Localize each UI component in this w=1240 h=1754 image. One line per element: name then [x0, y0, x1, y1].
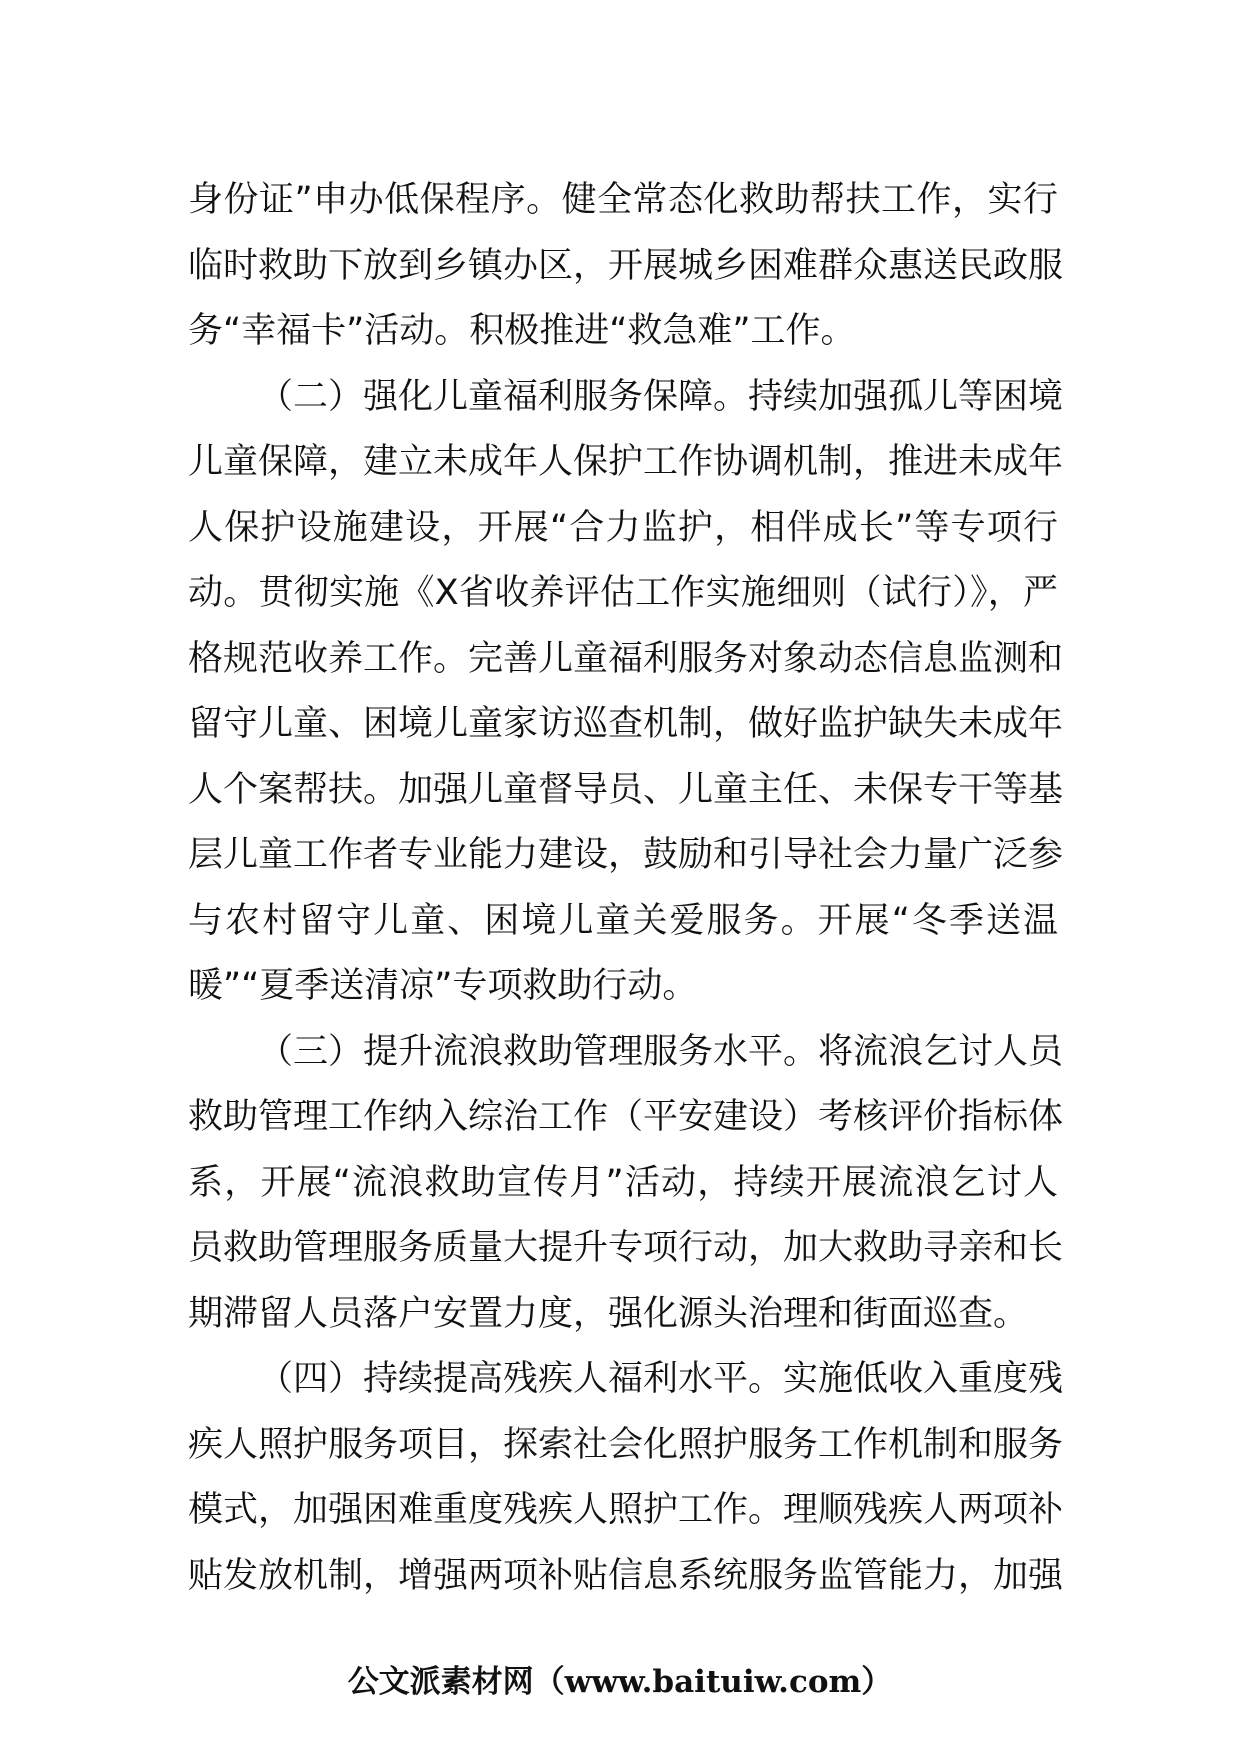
paragraph-disability-welfare	[188, 1347, 1064, 1609]
document-body	[188, 168, 1064, 1609]
text-line: 人个案帮扶。加强儿童督导员、儿童主任、未保专干等基	[188, 769, 1064, 810]
text-line: 身份证”申办低保程序。健全常态化救助帮扶工作，实行	[188, 180, 1058, 220]
text-line: 疾人照护服务项目，探索社会化照护服务工作机制和服务	[188, 1424, 1064, 1465]
text-line: 期滞留人员落户安置力度，强化源头治理和街面巡查。	[188, 1293, 1029, 1334]
text-line: 层儿童工作者专业能力建设，鼓励和引导社会力量广泛参	[188, 835, 1064, 875]
paragraph-vagrant-relief	[188, 1020, 1064, 1348]
text-line: 救助管理工作纳入综治工作（平安建设）考核评价指标体	[188, 1097, 1064, 1137]
text-line: 模式，加强困难重度残疾人照护工作。理顺残疾人两项补	[188, 1490, 1064, 1530]
text-line: 与农村留守儿童、困境儿童关爱服务。开展“冬季送温	[188, 900, 1058, 941]
text-line: 务“幸福卡”活动。积极推进“救急难”工作。	[188, 311, 856, 351]
page-footer-watermark: 公文派素材网（www.baituiw.com）	[347, 1664, 893, 1700]
text-line: 儿童保障，建立未成年人保护工作协调机制，推进未成年	[188, 442, 1064, 482]
text-line: （四）持续提高残疾人福利水平。实施低收入重度残	[258, 1359, 1064, 1399]
paragraph-continuation	[188, 168, 1064, 365]
text-line: （二）强化儿童福利服务保障。持续加强孤儿等困境	[258, 376, 1064, 417]
text-line: 留守儿童、困境儿童家访巡查机制，做好监护缺失未成年	[188, 704, 1064, 744]
text-line: 临时救助下放到乡镇办区，开展城乡困难群众惠送民政服	[188, 245, 1064, 286]
text-line: 人保护设施建设，开展“合力监护，相伴成长”等专项行	[188, 507, 1058, 548]
text-line: 动。贯彻实施《X省收养评估工作实施细则（试行）》，严	[188, 573, 1058, 613]
text-line: 系，开展“流浪救助宣传月”活动，持续开展流浪乞讨人	[188, 1162, 1058, 1203]
text-line: 暖”“夏季送清凉”专项救助行动。	[188, 966, 698, 1006]
text-line: 员救助管理服务质量大提升专项行动，加大救助寻亲和长	[188, 1228, 1064, 1268]
text-line: 贴发放机制，增强两项补贴信息系统服务监管能力，加强	[188, 1555, 1064, 1596]
text-line: （三）提升流浪救助管理服务水平。将流浪乞讨人员	[258, 1031, 1064, 1072]
text-line: 格规范收养工作。完善儿童福利服务对象动态信息监测和	[188, 638, 1064, 679]
paragraph-child-welfare	[188, 365, 1064, 1020]
